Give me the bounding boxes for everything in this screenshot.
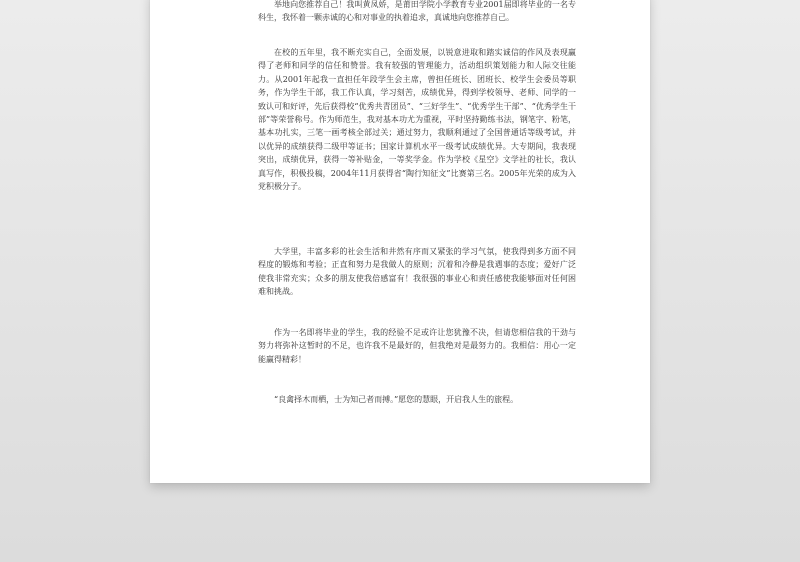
document-page [150,0,650,483]
paragraph-opening: 举地向您推荐自己！我叫黄凤娇，是莆田学院小学教育专业2001届即将毕业的一名专科生，我怀着一颗赤诚的心和对事业的执着追求，真诚地向您推荐自己。 [258,0,576,23]
paragraph-university: 大学里，丰富多彩的社会生活和井然有序而又紧张的学习气氛，使我得到多方面不同程度的锻炼和考验；正直和努力是我做人的原则；沉着和冷静是我遇事的态度；爱好广泛使我非常充实；众多的朋友使我倍感富有！我很强的事业心和责任感使我能够面对任何困难和挑战。 [258,247,576,297]
paragraph-graduate: 作为一名即将毕业的学生，我的经验不足或许让您犹豫不决，但请您相信我的干劲与努力将弥补这暂时的不足，也许我不是最好的，但我绝对是最努力的。我相信：用心一定能赢得精彩！ [258,328,576,364]
paragraph-school-life: 在校的五年里，我不断充实自己，全面发展，以锐意进取和踏实诚信的作风及表现赢得了老师和同学的信任和赞誉。我有较强的管理能力，活动组织策划能力和人际交往能力。从2001年起我一直担任年段学生会主席，曾担任班长、团班长、校学生会委员等职务，作为学生干部，我工作认真，学习刻苦，成绩优异，得到学校领导、老师、同学的一致认可和好评，先后获得校“优秀共青团员”、“三好学生”、“优秀学生干部”、“优秀学生干部”等荣誉称号。作为师范生，我对基本功尤为重视，平时坚持勤练书法，钢笔字、粉笔，基本功扎实，三笔一画考核全部过关；通过努力，我顺利通过了全国普通话等级考试，并以优异的成绩获得二级甲等证书；国家计算机水平一级考试成绩优异。大专期间，我表现突出，成绩优异，获得一等补贴金，一等奖学金。作为学校《星空》文学社的社长，我认真写作，积极投稿，2004年11月获得省“陶行知征文”比赛第三名。2005年光荣的成为入党积极分子。 [258,48,576,192]
paragraph-closing-quote: “良禽择木而栖，士为知己者而搏。”愿您的慧眼，开启我人生的旅程。 [274,395,519,404]
